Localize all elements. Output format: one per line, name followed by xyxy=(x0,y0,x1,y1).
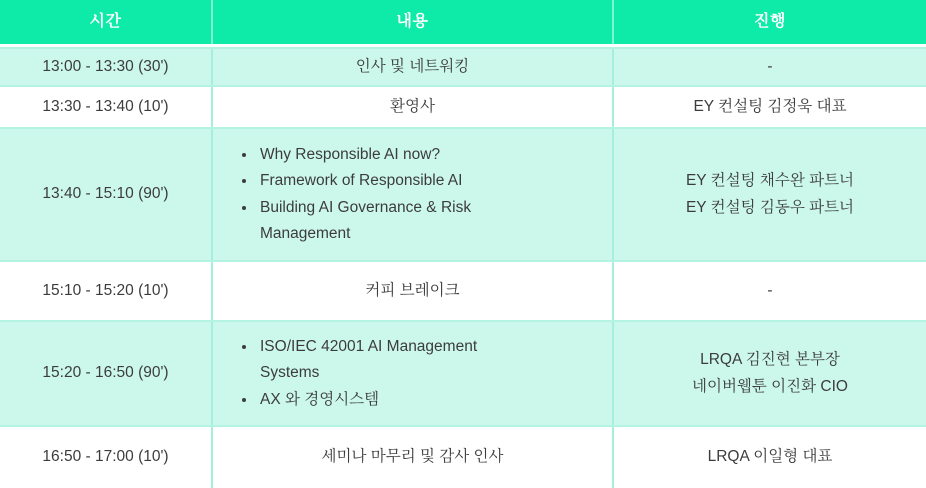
content-cell: 세미나 마무리 및 감사 인사 xyxy=(213,427,614,488)
time-cell: 13:40 - 15:10 (90') xyxy=(0,129,213,260)
table-row-iso-42001 xyxy=(0,320,926,427)
header-cell-content xyxy=(213,0,614,44)
presenter-cell xyxy=(614,129,926,260)
time-cell: 15:20 - 16:50 (90') xyxy=(0,322,213,425)
time-cell: 13:00 - 13:30 (30') xyxy=(0,49,213,85)
presenter-line: LRQA 김진현 본부장 xyxy=(700,350,840,368)
bullet-item: • ISO/IEC 42001 AI Management Systems xyxy=(257,334,537,387)
presenter-cell: - xyxy=(767,281,773,299)
table-row-welcome xyxy=(0,87,926,127)
header-label-content: 내용 xyxy=(396,13,429,31)
content-cell: 인사 및 네트워킹 xyxy=(213,49,614,85)
header-label-time: 시간 xyxy=(89,13,122,31)
table-row-coffee-break xyxy=(0,262,926,320)
presenter-line: EY 컨설팅 채수완 파트너 xyxy=(685,171,855,189)
presenter-cell: LRQA 이일형 대표 xyxy=(707,448,833,466)
bullet-item: • Building AI Governance & Risk Management xyxy=(257,195,537,248)
presenter-cell: EY 컨설팅 김정욱 대표 xyxy=(693,97,847,115)
time-cell: 16:50 - 17:00 (10') xyxy=(0,427,213,488)
presenter-lines xyxy=(686,168,854,221)
header-cell-time xyxy=(0,0,213,44)
content-bullet-list xyxy=(237,334,537,413)
time-cell: 15:10 - 15:20 (10') xyxy=(0,262,213,320)
presenter-line: EY 컨설팅 김동우 파트너 xyxy=(685,198,855,216)
content-cell: 환영사 xyxy=(213,87,614,127)
presenter-cell xyxy=(614,322,926,425)
table-row-closing xyxy=(0,427,926,488)
bullet-item: • AX 와 경영시스템 xyxy=(257,387,537,413)
bullet-item: • Why Responsible AI now? xyxy=(257,142,537,168)
content-cell: 커피 브레이크 xyxy=(213,262,614,320)
header-cell-presenter xyxy=(614,0,926,44)
table-header-row xyxy=(0,0,926,47)
bullet-item: • Framework of Responsible AI xyxy=(257,168,537,194)
content-cell xyxy=(213,129,614,260)
table-row-networking xyxy=(0,47,926,87)
table-row-responsible-ai xyxy=(0,127,926,262)
presenter-lines xyxy=(692,347,848,400)
time-cell: 13:30 - 13:40 (10') xyxy=(0,87,213,127)
presenter-line: 네이버웹툰 이진화 CIO xyxy=(692,377,848,395)
presenter-cell: - xyxy=(767,57,773,75)
content-bullet-list xyxy=(237,142,537,247)
content-cell xyxy=(213,322,614,425)
header-label-presenter: 진행 xyxy=(754,13,786,31)
